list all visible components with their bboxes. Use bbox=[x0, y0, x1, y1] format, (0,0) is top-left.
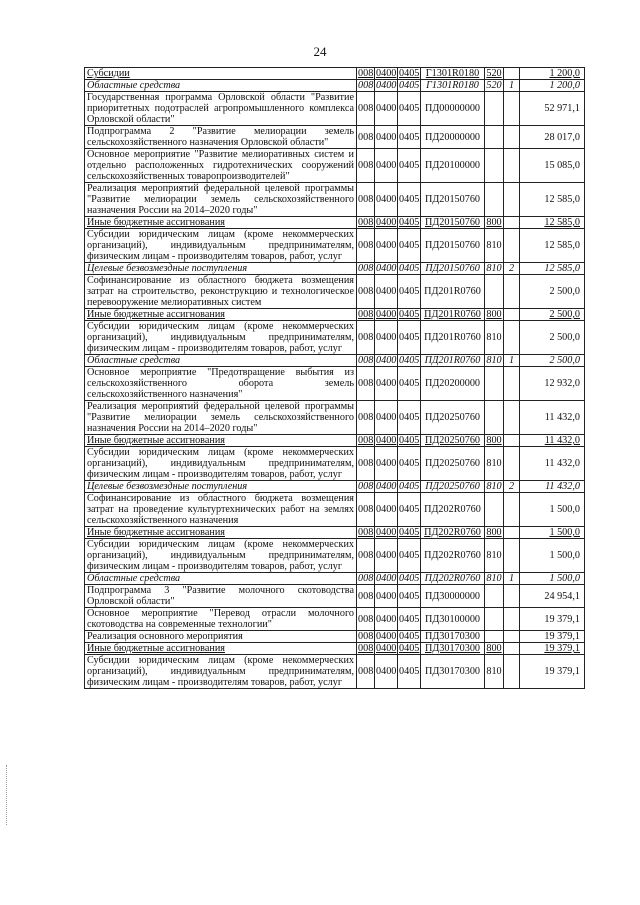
cell-expense-type bbox=[485, 275, 504, 309]
cell-expense-type bbox=[485, 92, 504, 126]
cell-expense-type: 810 bbox=[485, 655, 504, 689]
cell-amount: 1 500,0 bbox=[520, 493, 585, 527]
cell-section-code: 0400 bbox=[375, 447, 398, 481]
cell-admin-code: 008 bbox=[358, 481, 374, 492]
cell-source bbox=[504, 527, 520, 539]
cell-target-article: ПД202R0760 bbox=[421, 527, 485, 539]
cell-source bbox=[504, 367, 520, 401]
cell-source bbox=[504, 92, 520, 126]
cell-source: 2 bbox=[504, 481, 520, 493]
cell-admin-code: 008 bbox=[357, 367, 375, 401]
cell-section-code: 0400 bbox=[376, 631, 397, 642]
cell-admin-code: 008 bbox=[358, 263, 374, 274]
cell-section-code: 0400 bbox=[376, 435, 397, 446]
row-name: Иные бюджетные ассигнования bbox=[85, 527, 357, 539]
cell-section-code: 0400 bbox=[376, 355, 397, 366]
cell-source bbox=[504, 539, 520, 573]
cell-source bbox=[504, 608, 520, 631]
cell-source bbox=[504, 447, 520, 481]
cell-subsection-code: 0405 bbox=[399, 573, 420, 584]
table-row bbox=[85, 631, 585, 643]
row-name: Государственная программа Орловской области "Развитие приоритетных подотраслей агропромышленного комплекса Орловской области" bbox=[85, 92, 357, 126]
table-row bbox=[85, 655, 585, 689]
table-row bbox=[85, 573, 585, 585]
row-name: Областные средства bbox=[85, 355, 357, 367]
cell-target-article: ПД202R0760 bbox=[421, 493, 485, 527]
cell-source: 1 bbox=[504, 80, 520, 92]
row-name: Субсидии юридическим лицам (кроме некоммерческих организаций), индивидуальным предпринимателям, физическим лицам - производителям товаров, работ, услуг bbox=[85, 321, 357, 355]
row-name: Целевые безвозмездные поступления bbox=[85, 481, 357, 493]
cell-admin-code: 008 bbox=[358, 631, 374, 642]
table-row bbox=[85, 92, 585, 126]
row-name: Иные бюджетные ассигнования bbox=[85, 643, 357, 655]
cell-admin-code: 008 bbox=[358, 68, 374, 79]
row-name: Иные бюджетные ассигнования bbox=[85, 217, 357, 229]
table-row bbox=[85, 126, 585, 149]
cell-expense-type bbox=[485, 585, 504, 608]
cell-target-article: ПД20250760 bbox=[421, 401, 485, 435]
cell-source bbox=[504, 585, 520, 608]
cell-source bbox=[504, 655, 520, 689]
table-row bbox=[85, 183, 585, 217]
cell-section-code: 0400 bbox=[375, 493, 398, 527]
table-row bbox=[85, 435, 585, 447]
cell-target-article: ПД20150760 bbox=[421, 217, 485, 229]
cell-subsection-code: 0405 bbox=[399, 643, 420, 654]
cell-amount: 24 954,1 bbox=[520, 585, 585, 608]
cell-target-article: ПД20150760 bbox=[421, 183, 485, 217]
cell-admin-code: 008 bbox=[357, 585, 375, 608]
table-row bbox=[85, 401, 585, 435]
cell-subsection-code: 0405 bbox=[399, 217, 420, 228]
cell-amount: 12 932,0 bbox=[520, 367, 585, 401]
cell-target-article: Г1301R0180 bbox=[421, 80, 485, 92]
cell-subsection-code: 0405 bbox=[399, 481, 420, 492]
cell-section-code: 0400 bbox=[376, 68, 397, 79]
cell-admin-code: 008 bbox=[357, 229, 375, 263]
table-row bbox=[85, 367, 585, 401]
row-name: Субсидии bbox=[85, 68, 357, 80]
row-name: Областные средства bbox=[85, 573, 357, 585]
cell-target-article: ПД201R0760 bbox=[421, 309, 485, 321]
cell-target-article: ПД30000000 bbox=[421, 585, 485, 608]
cell-section-code: 0400 bbox=[375, 229, 398, 263]
table-row bbox=[85, 80, 585, 92]
cell-amount: 1 200,0 bbox=[520, 80, 585, 92]
cell-target-article: ПД30170300 bbox=[421, 643, 485, 655]
cell-section-code: 0400 bbox=[376, 80, 397, 91]
cell-admin-code: 008 bbox=[357, 92, 375, 126]
row-name: Иные бюджетные ассигнования bbox=[85, 309, 357, 321]
cell-amount: 1 500,0 bbox=[520, 573, 585, 585]
row-name: Субсидии юридическим лицам (кроме некоммерческих организаций), индивидуальным предпринимателям, физическим лицам - производителям товаров, работ, услуг bbox=[85, 447, 357, 481]
cell-expense-type: 800 bbox=[486, 435, 502, 446]
cell-source bbox=[504, 493, 520, 527]
cell-expense-type: 810 bbox=[486, 355, 502, 366]
cell-expense-type: 810 bbox=[486, 573, 502, 584]
cell-target-article: ПД20250760 bbox=[421, 447, 485, 481]
cell-expense-type: 800 bbox=[486, 527, 502, 538]
cell-subsection-code: 0405 bbox=[398, 539, 421, 573]
cell-amount: 11 432,0 bbox=[520, 481, 585, 493]
cell-amount: 1 500,0 bbox=[520, 527, 585, 539]
cell-expense-type: 810 bbox=[485, 539, 504, 573]
row-name: Реализация мероприятий федеральной целевой программы "Развитие мелиорации земель сельскохозяйственного назначения России на 2014–2020 годы" bbox=[85, 401, 357, 435]
cell-expense-type: 800 bbox=[486, 309, 502, 320]
row-name: Субсидии юридическим лицам (кроме некоммерческих организаций), индивидуальным предпринимателям, физическим лицам - производителям товаров, работ, услуг bbox=[85, 539, 357, 573]
cell-expense-type bbox=[485, 183, 504, 217]
table-row bbox=[85, 539, 585, 573]
cell-admin-code: 008 bbox=[357, 655, 375, 689]
cell-admin-code: 008 bbox=[357, 183, 375, 217]
cell-expense-type bbox=[485, 631, 504, 643]
cell-expense-type: 810 bbox=[486, 263, 502, 274]
table-row bbox=[85, 263, 585, 275]
cell-amount: 12 585,0 bbox=[520, 229, 585, 263]
cell-admin-code: 008 bbox=[358, 643, 374, 654]
cell-target-article: ПД201R0760 bbox=[421, 321, 485, 355]
cell-target-article: ПД20000000 bbox=[421, 126, 485, 149]
cell-subsection-code: 0405 bbox=[398, 183, 421, 217]
row-name: Реализация мероприятий федеральной целевой программы "Развитие мелиорации земель сельскохозяйственного назначения России на 2014–2020 годы" bbox=[85, 183, 357, 217]
cell-subsection-code: 0405 bbox=[399, 80, 420, 91]
cell-subsection-code: 0405 bbox=[398, 149, 421, 183]
cell-expense-type bbox=[485, 149, 504, 183]
cell-amount: 2 500,0 bbox=[520, 355, 585, 367]
cell-amount: 11 432,0 bbox=[520, 447, 585, 481]
cell-section-code: 0400 bbox=[375, 367, 398, 401]
cell-source bbox=[504, 321, 520, 355]
cell-subsection-code: 0405 bbox=[399, 631, 420, 642]
cell-subsection-code: 0405 bbox=[398, 608, 421, 631]
cell-source: 1 bbox=[504, 355, 520, 367]
cell-subsection-code: 0405 bbox=[398, 585, 421, 608]
cell-target-article: ПД20150760 bbox=[421, 229, 485, 263]
cell-source bbox=[504, 229, 520, 263]
cell-section-code: 0400 bbox=[376, 481, 397, 492]
cell-section-code: 0400 bbox=[375, 183, 398, 217]
cell-subsection-code: 0405 bbox=[399, 435, 420, 446]
row-name: Основное мероприятие "Предотвращение выбытия из сельскохозяйственного оборота земель сельскохозяйственного назначения" bbox=[85, 367, 357, 401]
row-name: Софинансирование из областного бюджета возмещения затрат на проведение культуртехнических работ на землях сельскохозяйственного назначения bbox=[85, 493, 357, 527]
row-name: Основное мероприятие "Перевод отрасли молочного скотоводства на современные технологии" bbox=[85, 608, 357, 631]
table-row bbox=[85, 275, 585, 309]
cell-target-article: ПД202R0760 bbox=[421, 573, 485, 585]
cell-amount: 28 017,0 bbox=[520, 126, 585, 149]
cell-section-code: 0400 bbox=[375, 149, 398, 183]
cell-section-code: 0400 bbox=[376, 527, 397, 538]
cell-admin-code: 008 bbox=[357, 126, 375, 149]
cell-expense-type: 800 bbox=[486, 217, 502, 228]
table-row bbox=[85, 447, 585, 481]
cell-source bbox=[504, 401, 520, 435]
cell-expense-type: 800 bbox=[486, 643, 502, 654]
table-row bbox=[85, 355, 585, 367]
row-name: Реализация основного мероприятия bbox=[85, 631, 357, 643]
table-row bbox=[85, 149, 585, 183]
row-name: Основное мероприятие "Развитие мелиоративных систем и отдельно расположенных гидротехнических сооружений сельскохозяйственных товаропроизводителей" bbox=[85, 149, 357, 183]
cell-subsection-code: 0405 bbox=[398, 367, 421, 401]
cell-subsection-code: 0405 bbox=[399, 527, 420, 538]
cell-target-article: ПД00000000 bbox=[421, 92, 485, 126]
cell-expense-type bbox=[485, 367, 504, 401]
cell-target-article: ПД20200000 bbox=[421, 367, 485, 401]
table-row bbox=[85, 309, 585, 321]
scan-margin-mark bbox=[6, 765, 9, 825]
cell-section-code: 0400 bbox=[376, 643, 397, 654]
cell-admin-code: 008 bbox=[358, 355, 374, 366]
cell-admin-code: 008 bbox=[357, 275, 375, 309]
cell-admin-code: 008 bbox=[358, 527, 374, 538]
cell-target-article: ПД30170300 bbox=[421, 631, 485, 643]
cell-target-article: ПД201R0760 bbox=[421, 355, 485, 367]
cell-subsection-code: 0405 bbox=[398, 447, 421, 481]
cell-amount: 12 585,0 bbox=[520, 217, 585, 229]
cell-source bbox=[504, 631, 520, 643]
cell-amount: 2 500,0 bbox=[520, 275, 585, 309]
cell-subsection-code: 0405 bbox=[398, 275, 421, 309]
table-row bbox=[85, 321, 585, 355]
cell-admin-code: 008 bbox=[357, 149, 375, 183]
page-number: 24 bbox=[313, 44, 327, 59]
table-row bbox=[85, 229, 585, 263]
cell-section-code: 0400 bbox=[375, 539, 398, 573]
cell-section-code: 0400 bbox=[375, 608, 398, 631]
cell-amount: 1 200,0 bbox=[520, 68, 585, 80]
cell-target-article: ПД20150760 bbox=[421, 263, 485, 275]
cell-target-article: ПД30170300 bbox=[421, 655, 485, 689]
cell-expense-type bbox=[485, 126, 504, 149]
cell-subsection-code: 0405 bbox=[398, 126, 421, 149]
row-name: Областные средства bbox=[85, 80, 357, 92]
cell-section-code: 0400 bbox=[375, 92, 398, 126]
cell-amount: 1 500,0 bbox=[520, 539, 585, 573]
table-row bbox=[85, 608, 585, 631]
cell-source: 2 bbox=[504, 263, 520, 275]
cell-source bbox=[504, 183, 520, 217]
table-row bbox=[85, 493, 585, 527]
cell-admin-code: 008 bbox=[357, 493, 375, 527]
cell-section-code: 0400 bbox=[376, 573, 397, 584]
budget-table bbox=[84, 67, 585, 689]
cell-amount: 2 500,0 bbox=[520, 309, 585, 321]
cell-admin-code: 008 bbox=[357, 608, 375, 631]
cell-amount: 11 432,0 bbox=[520, 401, 585, 435]
cell-expense-type: 810 bbox=[485, 229, 504, 263]
cell-amount: 11 432,0 bbox=[520, 435, 585, 447]
cell-section-code: 0400 bbox=[375, 275, 398, 309]
cell-admin-code: 008 bbox=[358, 573, 374, 584]
cell-section-code: 0400 bbox=[375, 585, 398, 608]
cell-admin-code: 008 bbox=[357, 539, 375, 573]
cell-expense-type: 810 bbox=[485, 321, 504, 355]
cell-target-article: ПД201R0760 bbox=[421, 275, 485, 309]
cell-expense-type: 520 bbox=[486, 68, 502, 79]
cell-expense-type: 810 bbox=[485, 447, 504, 481]
row-name: Подпрограмма 2 "Развитие мелиорации земель сельскохозяйственного назначения Орловской области" bbox=[85, 126, 357, 149]
row-name: Подпрограмма 3 "Развитие молочного скотоводства Орловской области" bbox=[85, 585, 357, 608]
row-name: Софинансирование из областного бюджета возмещения затрат на строительство, реконструкцию и технологическое перевооружение мелиоративных систем bbox=[85, 275, 357, 309]
cell-section-code: 0400 bbox=[376, 263, 397, 274]
cell-subsection-code: 0405 bbox=[398, 493, 421, 527]
cell-section-code: 0400 bbox=[375, 401, 398, 435]
cell-source bbox=[504, 643, 520, 655]
cell-amount: 19 379,1 bbox=[520, 655, 585, 689]
cell-target-article: ПД20100000 bbox=[421, 149, 485, 183]
cell-amount: 12 585,0 bbox=[520, 263, 585, 275]
cell-expense-type bbox=[485, 401, 504, 435]
table-row bbox=[85, 527, 585, 539]
table-row bbox=[85, 643, 585, 655]
cell-expense-type bbox=[485, 493, 504, 527]
cell-source: 1 bbox=[504, 573, 520, 585]
cell-subsection-code: 0405 bbox=[398, 401, 421, 435]
row-name: Субсидии юридическим лицам (кроме некоммерческих организаций), индивидуальным предпринимателям, физическим лицам - производителям товаров, работ, услуг bbox=[85, 229, 357, 263]
cell-subsection-code: 0405 bbox=[399, 355, 420, 366]
row-name: Иные бюджетные ассигнования bbox=[85, 435, 357, 447]
cell-expense-type: 520 bbox=[486, 80, 502, 91]
table-row bbox=[85, 217, 585, 229]
cell-expense-type: 810 bbox=[486, 481, 502, 492]
cell-amount: 52 971,1 bbox=[520, 92, 585, 126]
cell-admin-code: 008 bbox=[357, 447, 375, 481]
cell-source bbox=[504, 68, 520, 80]
cell-amount: 19 379,1 bbox=[520, 631, 585, 643]
cell-admin-code: 008 bbox=[358, 435, 374, 446]
cell-subsection-code: 0405 bbox=[398, 321, 421, 355]
cell-admin-code: 008 bbox=[357, 401, 375, 435]
row-name: Субсидии юридическим лицам (кроме некоммерческих организаций), индивидуальным предпринимателям, физическим лицам - производителям товаров, работ, услуг bbox=[85, 655, 357, 689]
cell-section-code: 0400 bbox=[376, 217, 397, 228]
cell-subsection-code: 0405 bbox=[398, 655, 421, 689]
cell-amount: 12 585,0 bbox=[520, 183, 585, 217]
cell-admin-code: 008 bbox=[358, 80, 374, 91]
cell-amount: 2 500,0 bbox=[520, 321, 585, 355]
cell-admin-code: 008 bbox=[357, 321, 375, 355]
cell-amount: 15 085,0 bbox=[520, 149, 585, 183]
table-row bbox=[85, 585, 585, 608]
cell-target-article: ПД20250760 bbox=[421, 481, 485, 493]
cell-source bbox=[504, 275, 520, 309]
cell-section-code: 0400 bbox=[375, 126, 398, 149]
cell-amount: 19 379,1 bbox=[520, 608, 585, 631]
cell-expense-type bbox=[485, 608, 504, 631]
cell-subsection-code: 0405 bbox=[399, 68, 420, 79]
cell-source bbox=[504, 435, 520, 447]
cell-target-article: Г1301R0180 bbox=[421, 68, 485, 80]
cell-target-article: ПД20250760 bbox=[421, 435, 485, 447]
cell-subsection-code: 0405 bbox=[399, 263, 420, 274]
cell-admin-code: 008 bbox=[358, 217, 374, 228]
cell-subsection-code: 0405 bbox=[399, 309, 420, 320]
cell-source bbox=[504, 309, 520, 321]
table-row bbox=[85, 68, 585, 80]
cell-target-article: ПД202R0760 bbox=[421, 539, 485, 573]
cell-subsection-code: 0405 bbox=[398, 229, 421, 263]
table-row bbox=[85, 481, 585, 493]
cell-subsection-code: 0405 bbox=[398, 92, 421, 126]
cell-section-code: 0400 bbox=[375, 655, 398, 689]
cell-admin-code: 008 bbox=[358, 309, 374, 320]
cell-amount: 19 379,1 bbox=[520, 643, 585, 655]
row-name: Целевые безвозмездные поступления bbox=[85, 263, 357, 275]
cell-section-code: 0400 bbox=[375, 321, 398, 355]
cell-source bbox=[504, 149, 520, 183]
cell-target-article: ПД30100000 bbox=[421, 608, 485, 631]
cell-section-code: 0400 bbox=[376, 309, 397, 320]
cell-source bbox=[504, 126, 520, 149]
cell-source bbox=[504, 217, 520, 229]
